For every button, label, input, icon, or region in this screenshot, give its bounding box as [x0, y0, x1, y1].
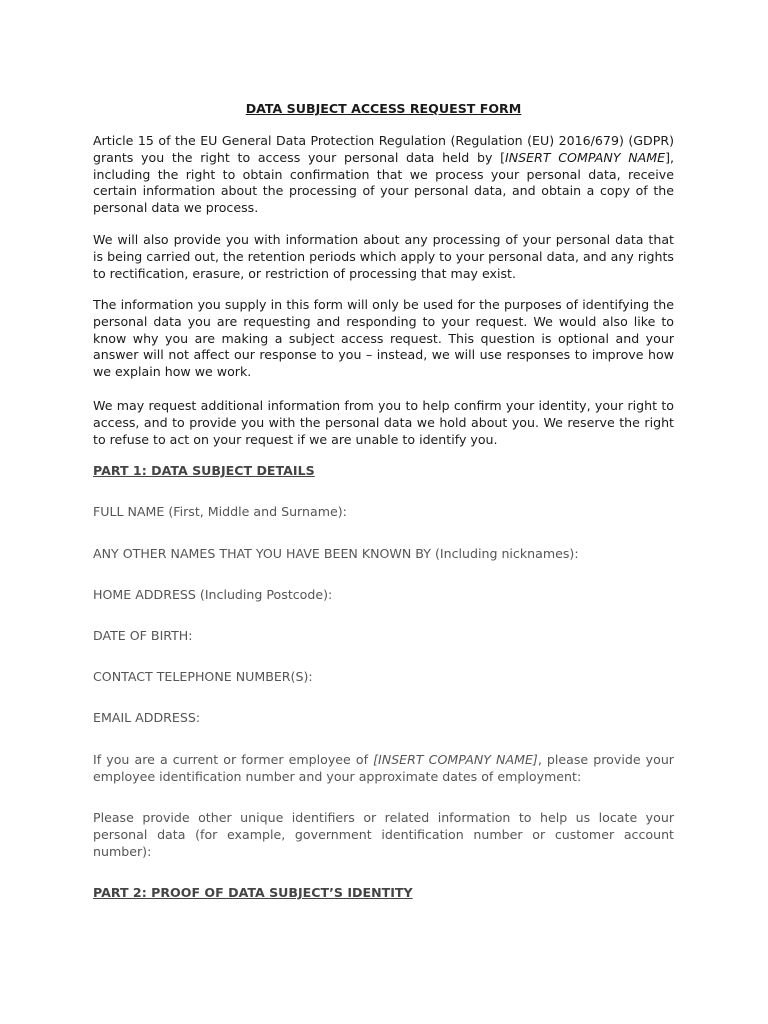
- part1-heading: PART 1: DATA SUBJECT DETAILS: [93, 463, 315, 478]
- intro-p1-company-placeholder: INSERT COMPANY NAME: [505, 149, 666, 165]
- field-home-address-label: HOME ADDRESS (Including Postcode):: [93, 587, 333, 602]
- employee-question: [93, 752, 674, 786]
- intro-p1-text-a: Article 15 of the EU General Data Protection Regulation (Regulation (EU) 2016/679) (GDPR) grants you the right to access your personal data held by [: [93, 133, 674, 165]
- intro-paragraph-4: We may request additional information from you to help confirm your identity, your right to access, and to provide you with the personal data we hold about you. We reserve the right to refuse to act on your request if we are unable to identify you.: [93, 398, 674, 447]
- intro-paragraph-3: The information you supply in this form will only be used for the purposes of identifying the personal data you are requesting and responding to your request. We would also like to know why you are making a subject access request. This question is optional and your answer will not affect our response to you – instead, we will use responses to improve how we explain how we work.: [93, 297, 674, 380]
- field-other-names-label: ANY OTHER NAMES THAT YOU HAVE BEEN KNOWN BY (Including nicknames):: [93, 546, 579, 561]
- intro-paragraph-1: [93, 133, 674, 217]
- field-email-label: EMAIL ADDRESS:: [93, 710, 201, 725]
- field-dob-label: DATE OF BIRTH:: [93, 628, 193, 643]
- part2-heading: PART 2: PROOF OF DATA SUBJECT’S IDENTITY: [93, 885, 413, 900]
- employee-text-b: , please provide your employee identification number and your approximate dates of employment:: [93, 752, 674, 784]
- intro-paragraph-2: We will also provide you with information about any processing of your personal data that is being carried out, the retention periods which apply to your personal data, and any rights to rectification, erasure, or restriction of processing that may exist.: [93, 232, 674, 281]
- field-full-name-label: FULL NAME (First, Middle and Surname):: [93, 504, 347, 519]
- employee-company-placeholder: [INSERT COMPANY NAME]: [373, 752, 538, 767]
- identifiers-question: Please provide other unique identifiers or related information to help us locate your personal data (for example, government identification number or customer account number):: [93, 810, 674, 859]
- intro-p1-text-b: ], including the right to obtain confirmation that we process your personal data, receive certain information about the processing of your personal data, and obtain a copy of the personal data we process.: [93, 149, 674, 216]
- document-title: DATA SUBJECT ACCESS REQUEST FORM: [245, 101, 522, 116]
- employee-text-a: If you are a current or former employee of: [93, 752, 374, 767]
- field-phone-label: CONTACT TELEPHONE NUMBER(S):: [93, 669, 313, 684]
